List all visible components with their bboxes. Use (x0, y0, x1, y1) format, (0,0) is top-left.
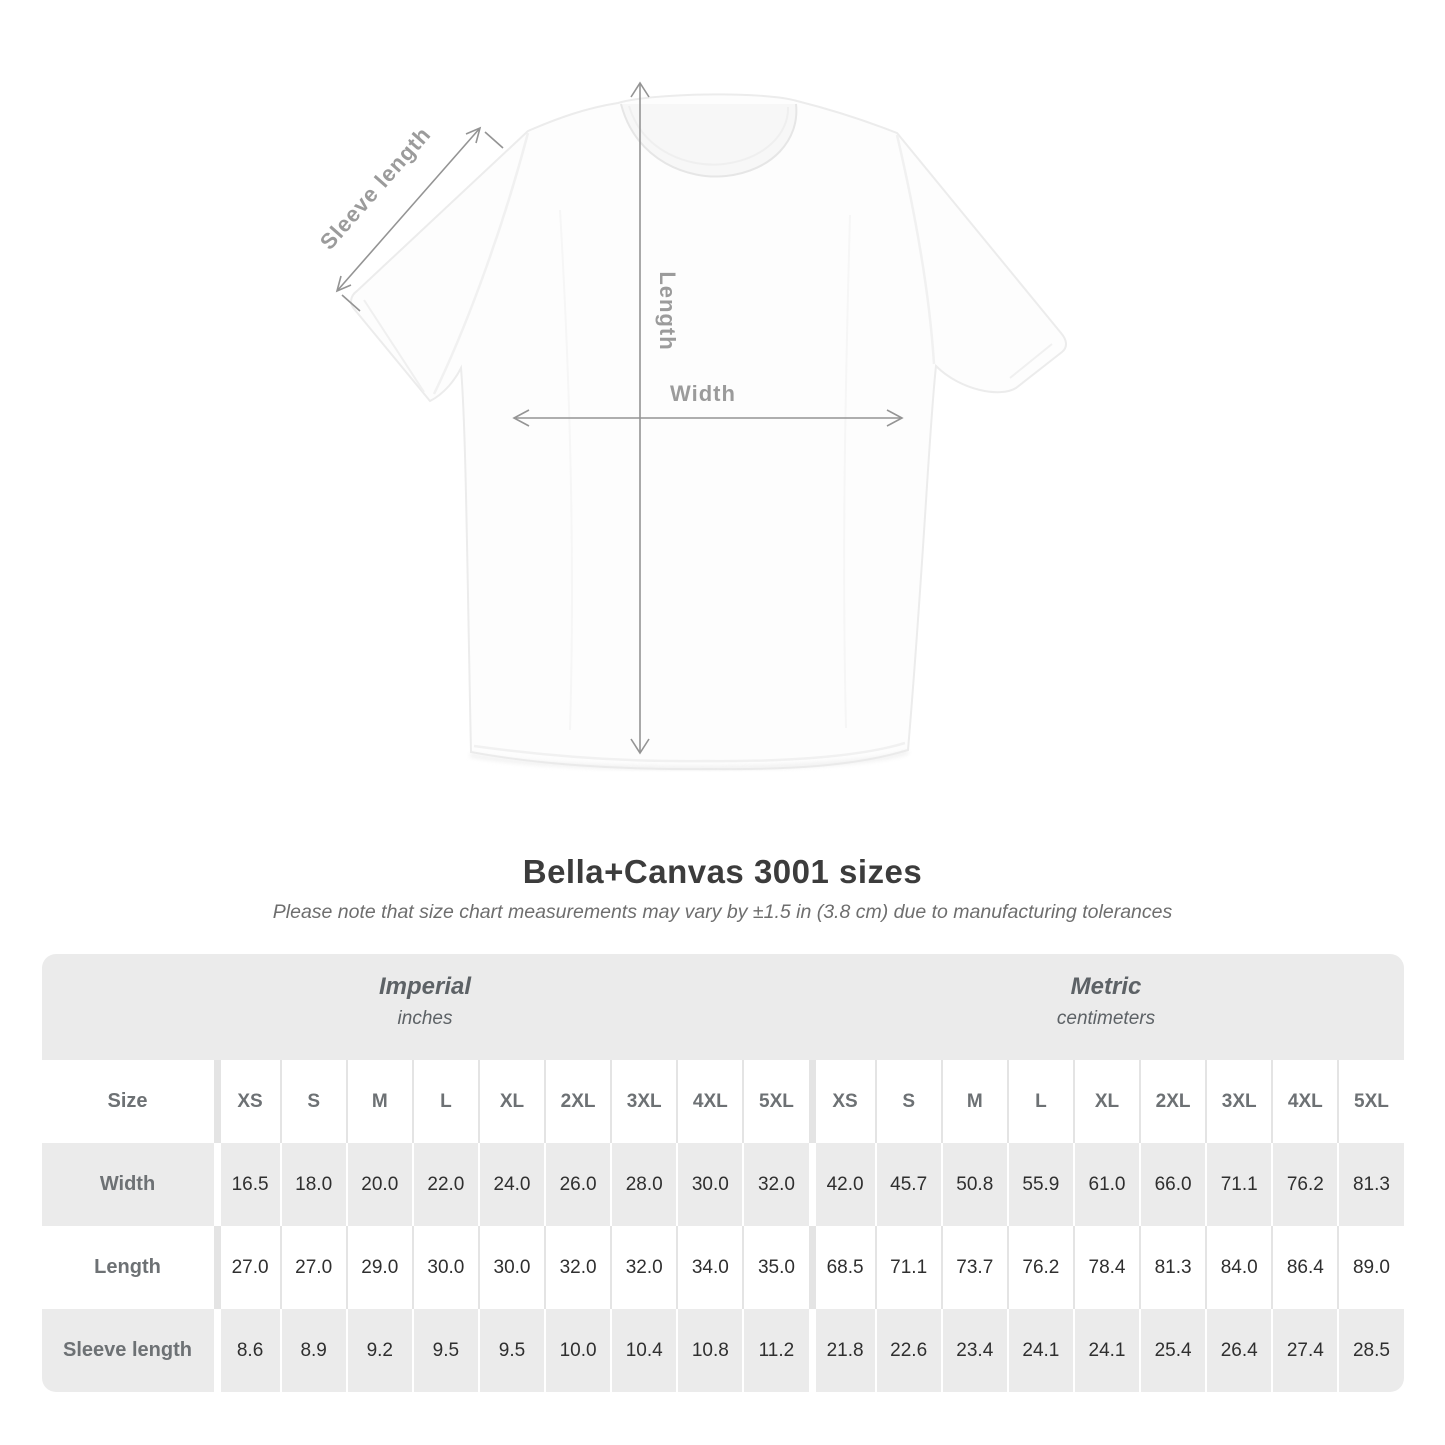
value-cell: 34.0 (676, 1226, 742, 1309)
size-col-header: 4XL (676, 1060, 742, 1143)
value-cell: 21.8 (809, 1309, 875, 1392)
size-col-header: 4XL (1271, 1060, 1337, 1143)
tshirt-illustration (351, 94, 1066, 769)
value-cell: 20.0 (346, 1143, 412, 1226)
size-col-header: 3XL (1205, 1060, 1271, 1143)
value-cell: 8.9 (280, 1309, 346, 1392)
value-cell: 76.2 (1007, 1226, 1073, 1309)
imperial-title: Imperial (378, 972, 472, 1000)
value-cell: 10.4 (610, 1309, 676, 1392)
size-row-label: Size (107, 1090, 148, 1112)
value-cell: 32.0 (742, 1143, 808, 1226)
size-col-header: L (1007, 1060, 1073, 1143)
value-cell: 45.7 (875, 1143, 941, 1226)
value-cell: 25.4 (1139, 1309, 1205, 1392)
row-label: Width (99, 1173, 156, 1195)
size-col-header: 2XL (544, 1060, 610, 1143)
value-cell: 61.0 (1073, 1143, 1139, 1226)
value-cell: 24.0 (478, 1143, 544, 1226)
row-label: Length (94, 1256, 161, 1278)
value-cell: 30.0 (478, 1226, 544, 1309)
value-cell: 86.4 (1271, 1226, 1337, 1309)
size-col-header: M (941, 1060, 1007, 1143)
value-cell: 29.0 (346, 1226, 412, 1309)
value-cell: 81.3 (1139, 1226, 1205, 1309)
value-cell: 28.5 (1337, 1309, 1403, 1392)
sleeve-witness-tick-top (485, 132, 503, 148)
value-cell: 11.2 (742, 1309, 808, 1392)
value-cell: 55.9 (1007, 1143, 1073, 1226)
value-cell: 71.1 (1205, 1143, 1271, 1226)
value-cell: 30.0 (412, 1226, 478, 1309)
value-cell: 24.1 (1073, 1309, 1139, 1392)
value-cell: 35.0 (742, 1226, 808, 1309)
value-cell: 27.4 (1271, 1309, 1337, 1392)
size-col-header: M (346, 1060, 412, 1143)
tshirt-body (351, 94, 1066, 769)
page-title: Bella+Canvas 3001 sizes (522, 853, 923, 890)
size-col-header: 2XL (1139, 1060, 1205, 1143)
value-cell: 27.0 (280, 1226, 346, 1309)
metric-header (809, 954, 1404, 1060)
size-col-header: 3XL (610, 1060, 676, 1143)
value-cell: 76.2 (1271, 1143, 1337, 1226)
size-col-header: XS (809, 1060, 875, 1143)
value-cell: 89.0 (1337, 1226, 1403, 1309)
value-cell: 18.0 (280, 1143, 346, 1226)
value-cell: 68.5 (809, 1226, 875, 1309)
length-label: Length (655, 271, 680, 351)
width-row (42, 1143, 1404, 1226)
value-cell: 84.0 (1205, 1226, 1271, 1309)
value-cell: 23.4 (941, 1309, 1007, 1392)
unit-header-band (42, 954, 1404, 1060)
value-cell: 16.5 (214, 1143, 280, 1226)
value-cell: 22.6 (875, 1309, 941, 1392)
imperial-unit: inches (397, 1007, 453, 1029)
value-cell: 32.0 (544, 1226, 610, 1309)
value-cell: 30.0 (676, 1143, 742, 1226)
width-label: Width (670, 381, 736, 406)
value-cell: 24.1 (1007, 1309, 1073, 1392)
size-col-header: L (412, 1060, 478, 1143)
tolerance-note: Please note that size chart measurements may vary by ±1.5 in (3.8 cm) due to manufacturing tolerances (272, 901, 1173, 923)
size-header-row (42, 1060, 1404, 1143)
row-label: Sleeve length (63, 1339, 192, 1361)
value-cell: 26.0 (544, 1143, 610, 1226)
metric-unit: centimeters (1056, 1007, 1156, 1029)
sleeve-length-label: Sleeve length (314, 121, 436, 255)
value-cell: 32.0 (610, 1226, 676, 1309)
size-col-header: 5XL (1337, 1060, 1403, 1143)
value-cell: 28.0 (610, 1143, 676, 1226)
value-cell: 22.0 (412, 1143, 478, 1226)
value-cell: 81.3 (1337, 1143, 1403, 1226)
value-cell: 73.7 (941, 1226, 1007, 1309)
value-cell: 9.5 (478, 1309, 544, 1392)
value-cell: 9.2 (346, 1309, 412, 1392)
sleeve-length-row (42, 1309, 1404, 1392)
value-cell: 78.4 (1073, 1226, 1139, 1309)
value-cell: 8.6 (214, 1309, 280, 1392)
value-cell: 9.5 (412, 1309, 478, 1392)
size-col-header: XL (1073, 1060, 1139, 1143)
metric-title: Metric (1070, 972, 1142, 1000)
size-col-header: XL (478, 1060, 544, 1143)
value-cell: 42.0 (809, 1143, 875, 1226)
length-row (42, 1226, 1404, 1309)
size-col-header: S (280, 1060, 346, 1143)
value-cell: 26.4 (1205, 1309, 1271, 1392)
value-cell: 10.8 (676, 1309, 742, 1392)
value-cell: 50.8 (941, 1143, 1007, 1226)
size-col-header: S (875, 1060, 941, 1143)
imperial-header (42, 954, 809, 1060)
value-cell: 71.1 (875, 1226, 941, 1309)
size-col-header: XS (214, 1060, 280, 1143)
size-col-header: 5XL (742, 1060, 808, 1143)
value-cell: 27.0 (214, 1226, 280, 1309)
size-table (42, 954, 1404, 1392)
value-cell: 10.0 (544, 1309, 610, 1392)
value-cell: 66.0 (1139, 1143, 1205, 1226)
